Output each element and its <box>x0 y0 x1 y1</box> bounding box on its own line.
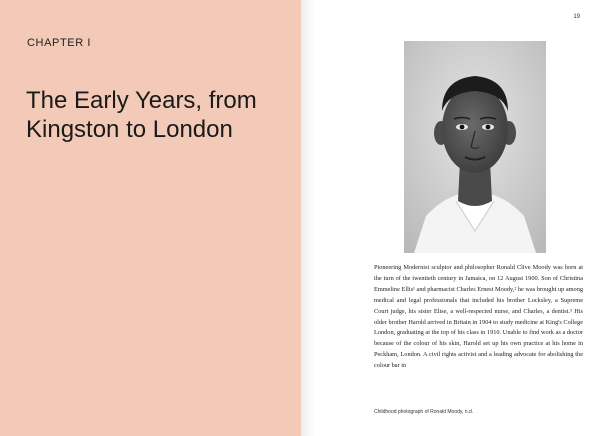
page-number: 19 <box>573 14 580 20</box>
portrait-photo <box>404 41 546 253</box>
right-page <box>301 0 600 436</box>
chapter-label: CHAPTER I <box>27 37 92 49</box>
photo-caption: Childhood photograph of Ronald Moody, n.d. <box>374 409 474 415</box>
body-text: Pioneering Modernist sculptor and philosopher Ronald Clive Moody was born at the turn of the twentieth century in Jamaica, on 12 August 1900. Son of Christina Emmeline Ellis¹ and pharmacist Charles Ernest Moody,² he was brought up among medical and legal professionals that included his brother Locksley, a Supreme Court judge, his sister Elise, a well-respected nurse, and Charles, a dentist.³ His older brother Harold arrived in Britain in 1904 to study medicine at King's College London, graduating at the top of his class in 1910. Unable to find work as a doctor because of the colour of his skin, Harold set up his own practice at his home in Peckham, London. A civil rights activist and a leading advocate for abolishing the colour bar in <box>374 264 583 370</box>
gutter-shadow <box>301 0 315 436</box>
portrait-photo-icon <box>404 41 546 253</box>
chapter-title: The Early Years, from Kingston to London <box>26 87 257 143</box>
